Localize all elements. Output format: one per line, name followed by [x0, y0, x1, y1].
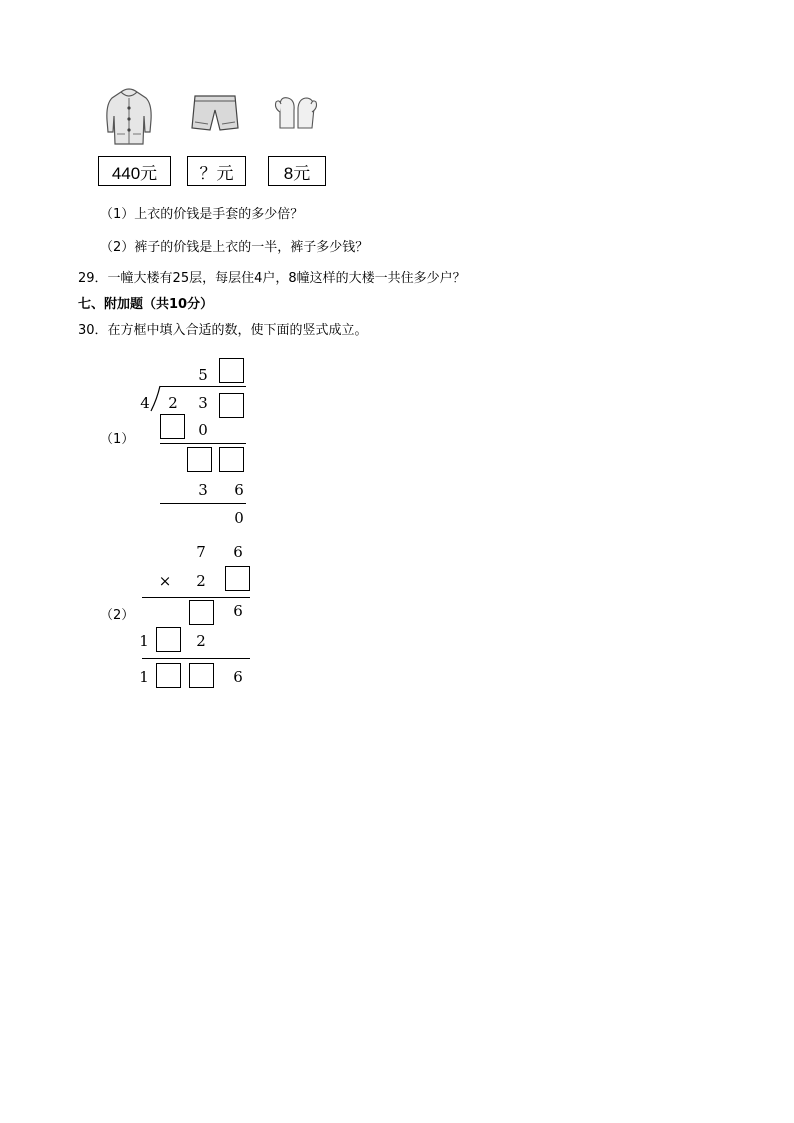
coat-icon [104, 86, 154, 148]
result-blank-1[interactable] [156, 663, 181, 688]
final-remainder: 0 [234, 509, 244, 527]
q28-sub1: （1）上衣的价钱是手套的多少倍？ [100, 207, 304, 222]
result-blank-2[interactable] [189, 663, 214, 688]
partial2-blank[interactable] [156, 627, 181, 652]
division-bar [160, 386, 246, 387]
price-coat: 440元 [98, 156, 171, 186]
multiplier-blank[interactable] [225, 566, 250, 591]
multiplication-line-2 [142, 658, 250, 659]
pants-icon [190, 92, 240, 132]
top-digit-1: 7 [196, 543, 206, 561]
dividend-digit-1: 2 [168, 394, 178, 412]
result-first: 1 [139, 668, 149, 686]
step1-digit: 0 [198, 421, 208, 439]
partial2-first: 1 [139, 632, 149, 650]
quotient-blank[interactable] [219, 358, 244, 383]
q29: 29．一幢大楼有25层，每层住4户，8幢这样的大楼一共住多少户？ [78, 271, 466, 286]
price-pants: ？元 [187, 156, 246, 186]
partial1-blank[interactable] [189, 600, 214, 625]
gloves-icon [272, 94, 320, 134]
dividend-digit-2: 3 [198, 394, 208, 412]
section-heading: 七、附加题（共10分） [78, 297, 214, 312]
step2-digit-1: 3 [198, 481, 208, 499]
times-sign: × [158, 572, 172, 590]
price-gloves: 8元 [268, 156, 326, 186]
top-digit-2: 6 [233, 543, 243, 561]
partial2-last: 2 [196, 632, 206, 650]
division-line-1 [160, 443, 246, 444]
division-line-2 [160, 503, 246, 504]
step2-digit-2: 6 [234, 481, 244, 499]
multiplication-line-1 [142, 597, 250, 598]
partial1-last: 6 [233, 602, 243, 620]
step1-blank[interactable] [160, 414, 185, 439]
q28-sub2: （2）裤子的价钱是上衣的一半，裤子多少钱？ [100, 240, 369, 255]
multiplier-digit: 2 [196, 572, 206, 590]
q30: 30．在方框中填入合适的数，使下面的竖式成立。 [78, 323, 368, 338]
dividend-blank[interactable] [219, 393, 244, 418]
division-label: （1） [100, 432, 135, 447]
remainder1-blank-1[interactable] [187, 447, 212, 472]
remainder1-blank-2[interactable] [219, 447, 244, 472]
multiplication-label: （2） [100, 608, 135, 623]
quotient-digit: 5 [198, 366, 208, 384]
divisor: 4 [140, 394, 150, 412]
result-last: 6 [233, 668, 243, 686]
